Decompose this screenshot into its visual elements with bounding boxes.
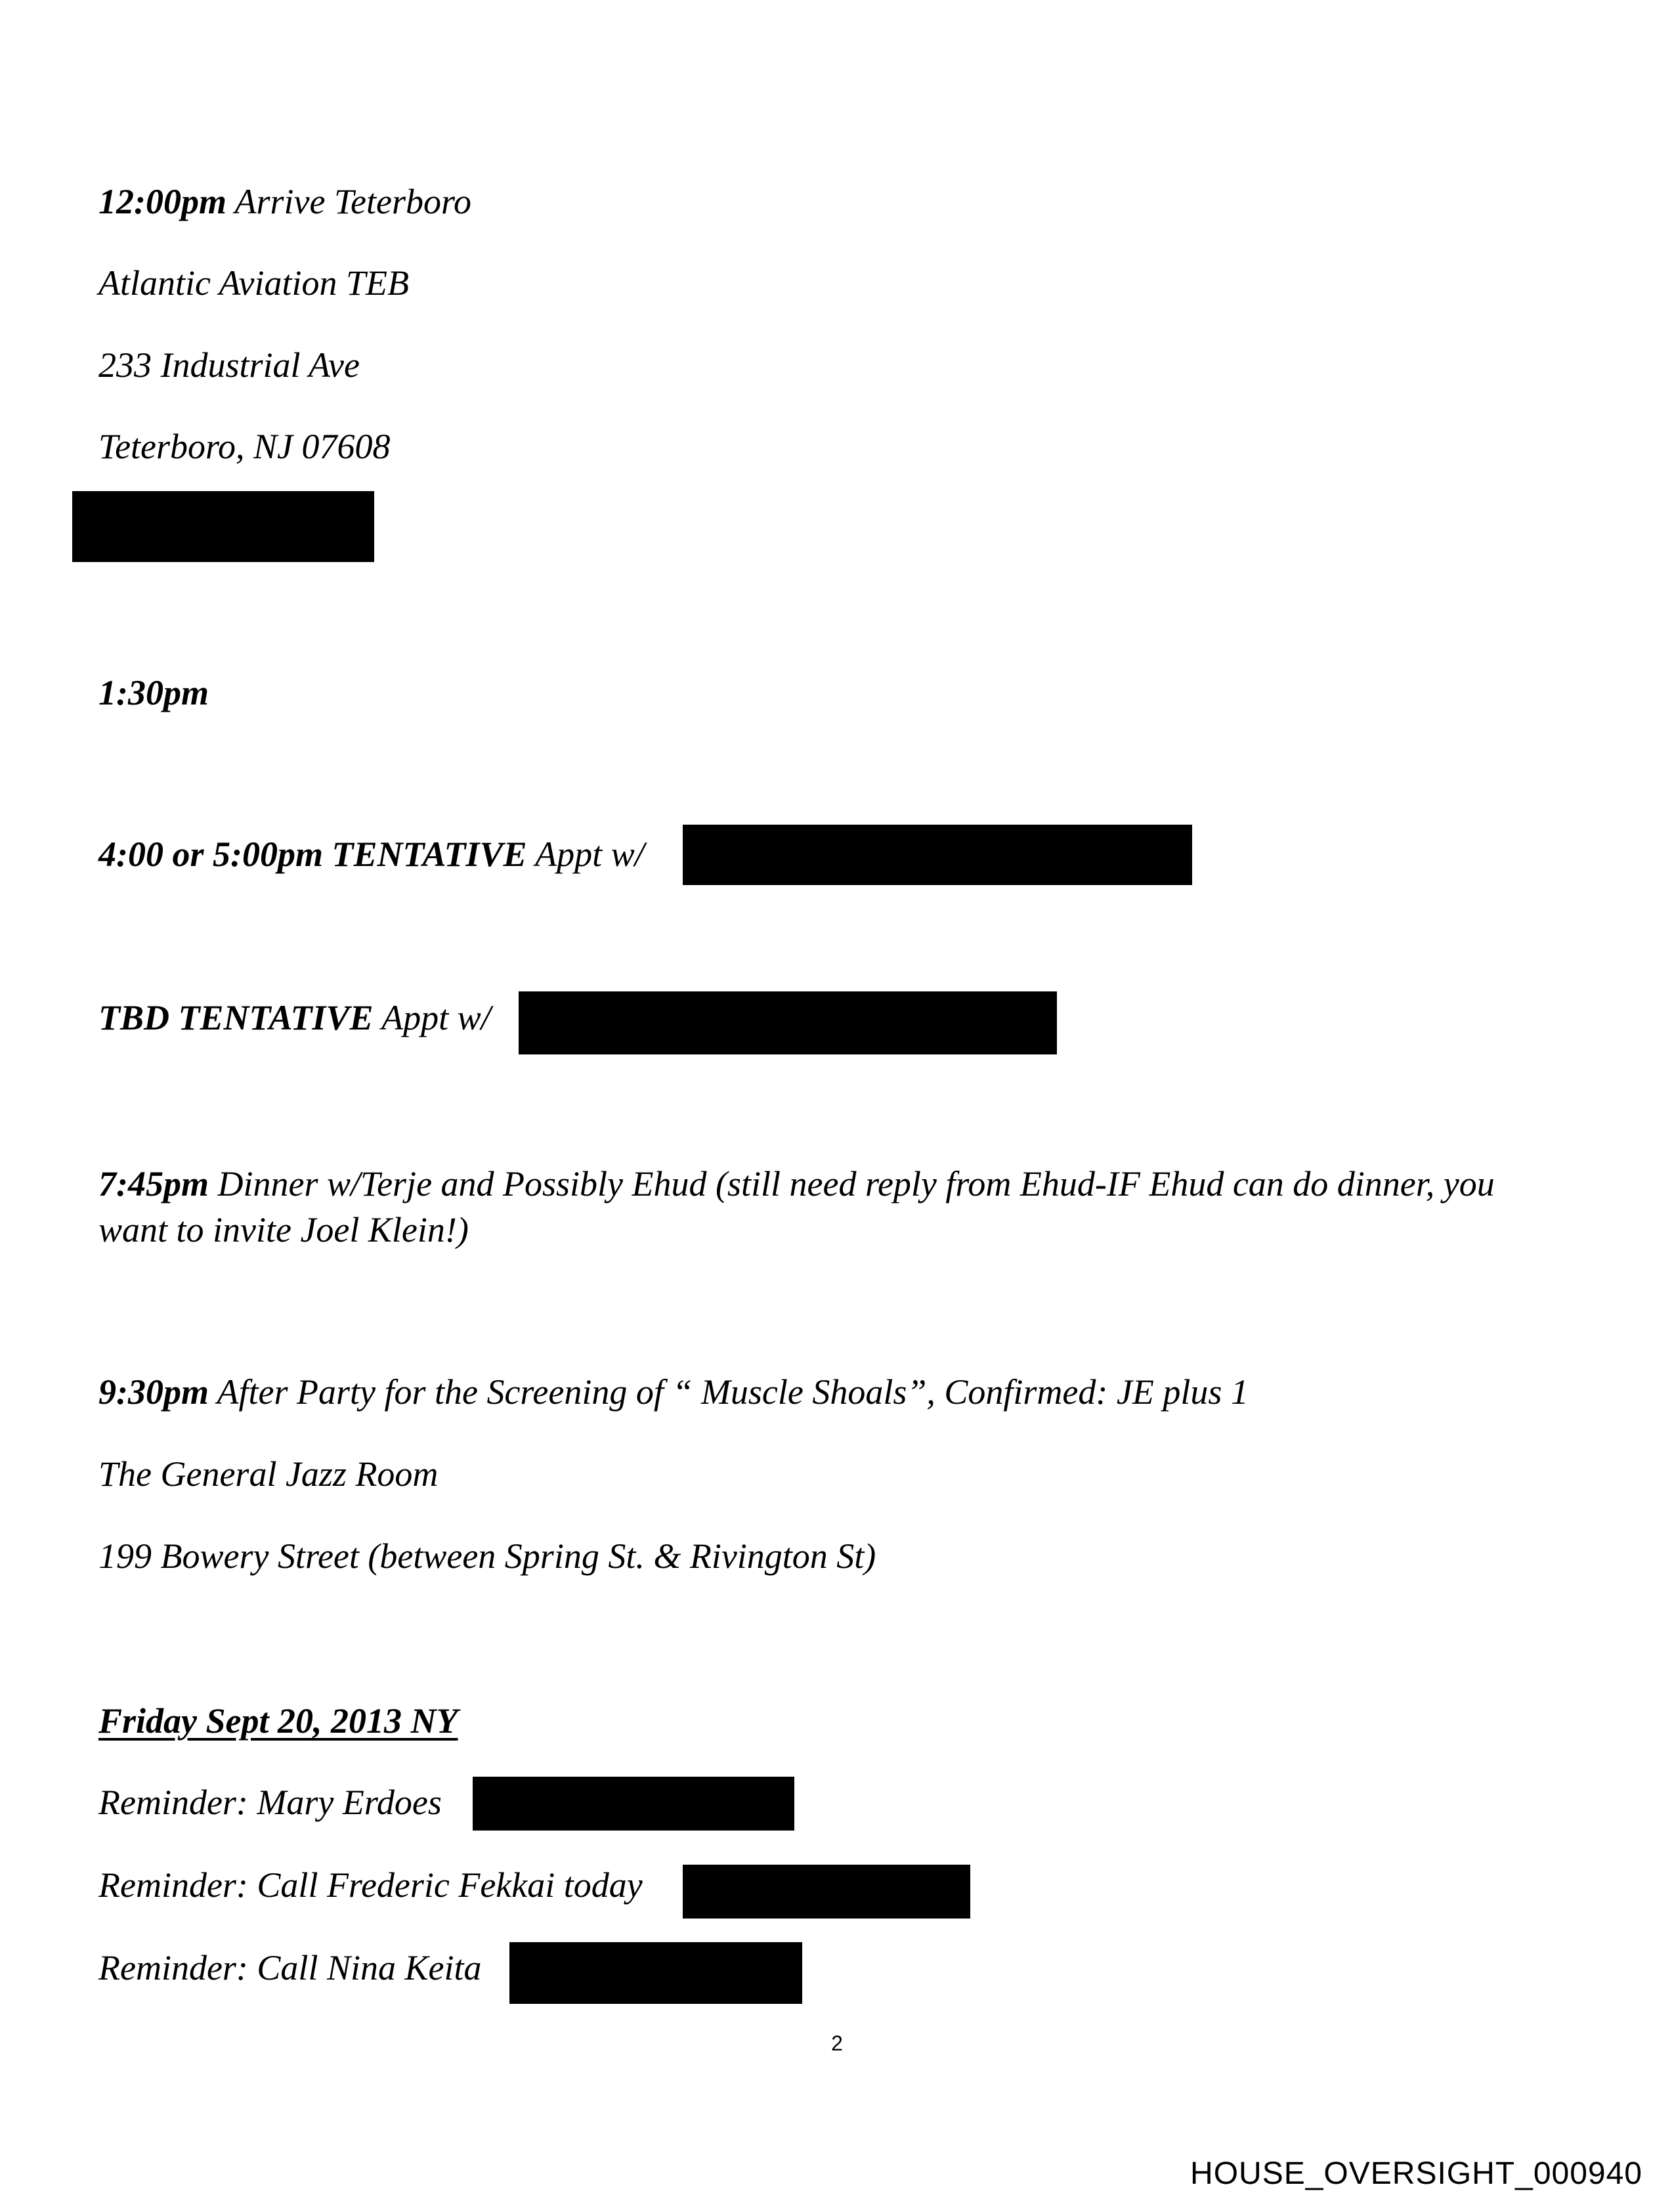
address-line-3: Teterboro, NJ 07608: [98, 427, 391, 466]
entry-text: After Party for the Screening of “ Muscle Shoals”, Confirmed: JE plus 1: [209, 1372, 1249, 1412]
entry-text: Dinner w/Terje and Possibly Ehud (still need reply from Ehud-IF Ehud can do dinner, you want to invite Joel Klein!): [98, 1164, 1495, 1249]
entry-time: 1:30pm: [98, 673, 209, 712]
redaction-block: [509, 1942, 802, 2004]
venue-line-1: The General Jazz Room: [98, 1454, 439, 1494]
entry-text: Appt w/: [526, 835, 645, 874]
entry-time: 7:45pm: [98, 1164, 209, 1204]
entry-time: 4:00 or 5:00pm TENTATIVE: [98, 835, 527, 874]
redaction-block: [72, 491, 374, 562]
bates-number: HOUSE_OVERSIGHT_000940: [1190, 2156, 1642, 2191]
reminder-2: Reminder: Call Frederic Fekkai today: [98, 1865, 643, 1905]
entry-after-party: [98, 1369, 1249, 1415]
entry-time: 12:00pm: [98, 182, 226, 221]
entry-arrive: [98, 179, 471, 225]
entry-text: Arrive Teterboro: [226, 182, 472, 221]
entry-130: [98, 670, 209, 716]
address-line-1: Atlantic Aviation TEB: [98, 263, 409, 303]
date-heading: Friday Sept 20, 2013 NY: [98, 1701, 458, 1741]
entry-time: 9:30pm: [98, 1372, 209, 1412]
redaction-block: [683, 825, 1192, 885]
entry-time: TBD TENTATIVE: [98, 998, 374, 1037]
redaction-block: [519, 991, 1057, 1054]
entry-text: Appt w/: [373, 998, 491, 1037]
entry-dinner: [98, 1161, 1562, 1253]
reminder-3: Reminder: Call Nina Keita: [98, 1948, 482, 1987]
entry-tentative-1: [98, 831, 645, 877]
reminder-1: Reminder: Mary Erdoes: [98, 1783, 442, 1822]
address-line-2: 233 Industrial Ave: [98, 345, 360, 385]
redaction-block: [473, 1777, 794, 1831]
venue-line-2: 199 Bowery Street (between Spring St. & Rivington St): [98, 1536, 876, 1576]
entry-tentative-2: [98, 995, 491, 1041]
redaction-block: [683, 1865, 970, 1919]
page-number: 2: [831, 2031, 843, 2055]
